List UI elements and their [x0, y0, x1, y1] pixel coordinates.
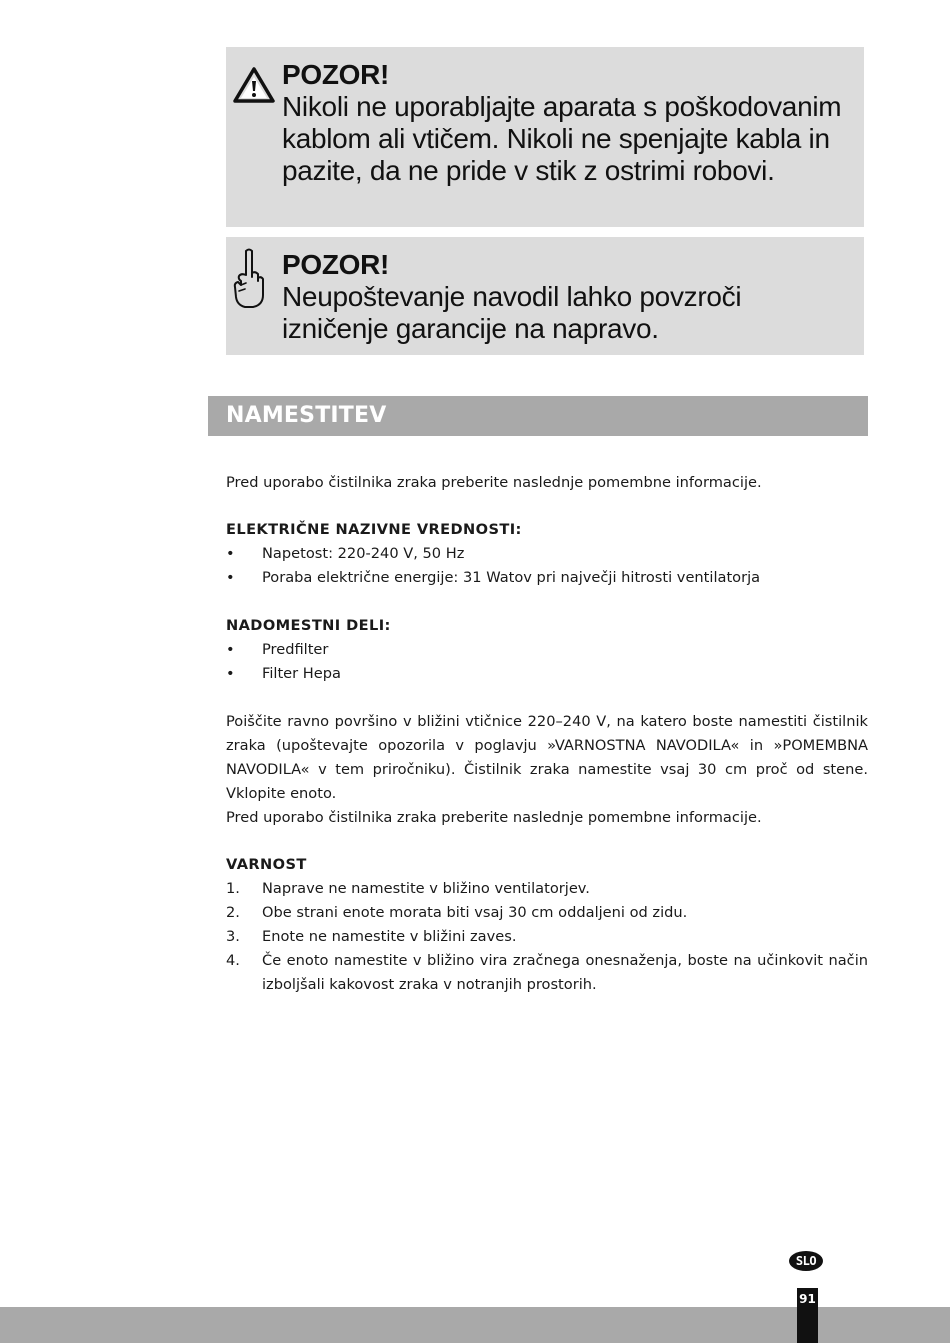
pointing-hand-icon — [233, 247, 265, 313]
bullet-marker: • — [226, 665, 235, 682]
placement-paragraph: Poiščite ravno površino v bližini vtičnice 220–240 V, na katero boste namestiti čistilnik zraka (upoštevajte opozorila v poglavju »VARNOSTNA NAVODILA« in »POMEMBNA NAVODILA« v tem priročniku). Čistilnik zraka namestite vsaj 30 cm proč od stene. Vklopite enoto. — [226, 713, 868, 802]
warning-body: Neupoštevanje navodil lahko povzroči izničenje garancije na napravo. — [282, 281, 742, 344]
warning-text — [282, 59, 854, 187]
warning-body: Nikoli ne uporabljajte aparata s poškodovanim kablom ali vtičem. Nikoli ne spenjajte kabla in pazite, da ne pride v stik z ostrimi robovi. — [282, 91, 842, 186]
warning-title: POZOR! — [282, 59, 390, 90]
electrical-heading: ELEKTRIČNE NAZIVNE VREDNOSTI: — [226, 521, 522, 538]
list-number: 1. — [226, 880, 240, 897]
intro-repeat-paragraph: Pred uporabo čistilnika zraka preberite naslednje pomembne informacije. — [226, 809, 762, 826]
warning-text — [282, 249, 854, 345]
bullet-marker: • — [226, 641, 235, 658]
list-item-text: Enote ne namestite v bližini zaves. — [262, 928, 517, 945]
language-badge: SLO — [789, 1251, 823, 1271]
list-number: 2. — [226, 904, 240, 921]
list-item-text: Če enoto namestite v bližino vira zračnega onesnaženja, boste na učinkovit način izboljšali kakovost zraka v notranjih prostorih. — [262, 952, 868, 993]
section-header — [208, 396, 868, 436]
list-item-text: Napetost: 220-240 V, 50 Hz — [262, 545, 465, 562]
bullet-marker: • — [226, 545, 235, 562]
warning-box-warranty — [226, 237, 864, 355]
safety-heading: VARNOST — [226, 856, 307, 873]
spare-parts-heading: NADOMESTNI DELI: — [226, 617, 391, 634]
warning-triangle-icon — [233, 67, 275, 107]
list-number: 4. — [226, 952, 240, 969]
list-number: 3. — [226, 928, 240, 945]
intro-paragraph: Pred uporabo čistilnika zraka preberite naslednje pomembne informacije. — [226, 474, 762, 491]
list-item-text: Predfilter — [262, 641, 329, 658]
warning-title: POZOR! — [282, 249, 390, 280]
list-item-text: Obe strani enote morata biti vsaj 30 cm oddaljeni od zidu. — [262, 904, 688, 921]
bullet-marker: • — [226, 569, 235, 586]
list-item-text: Filter Hepa — [262, 665, 341, 682]
list-item-text: Naprave ne namestite v bližino ventilatorjev. — [262, 880, 590, 897]
page-number: 91 — [799, 1292, 816, 1306]
section-title: NAMESTITEV — [226, 403, 387, 428]
list-item-text: Poraba električne energije: 31 Watov pri največji hitrosti ventilatorja — [262, 569, 761, 586]
page-number-tab — [797, 1288, 818, 1343]
warning-box-cable — [226, 47, 864, 227]
